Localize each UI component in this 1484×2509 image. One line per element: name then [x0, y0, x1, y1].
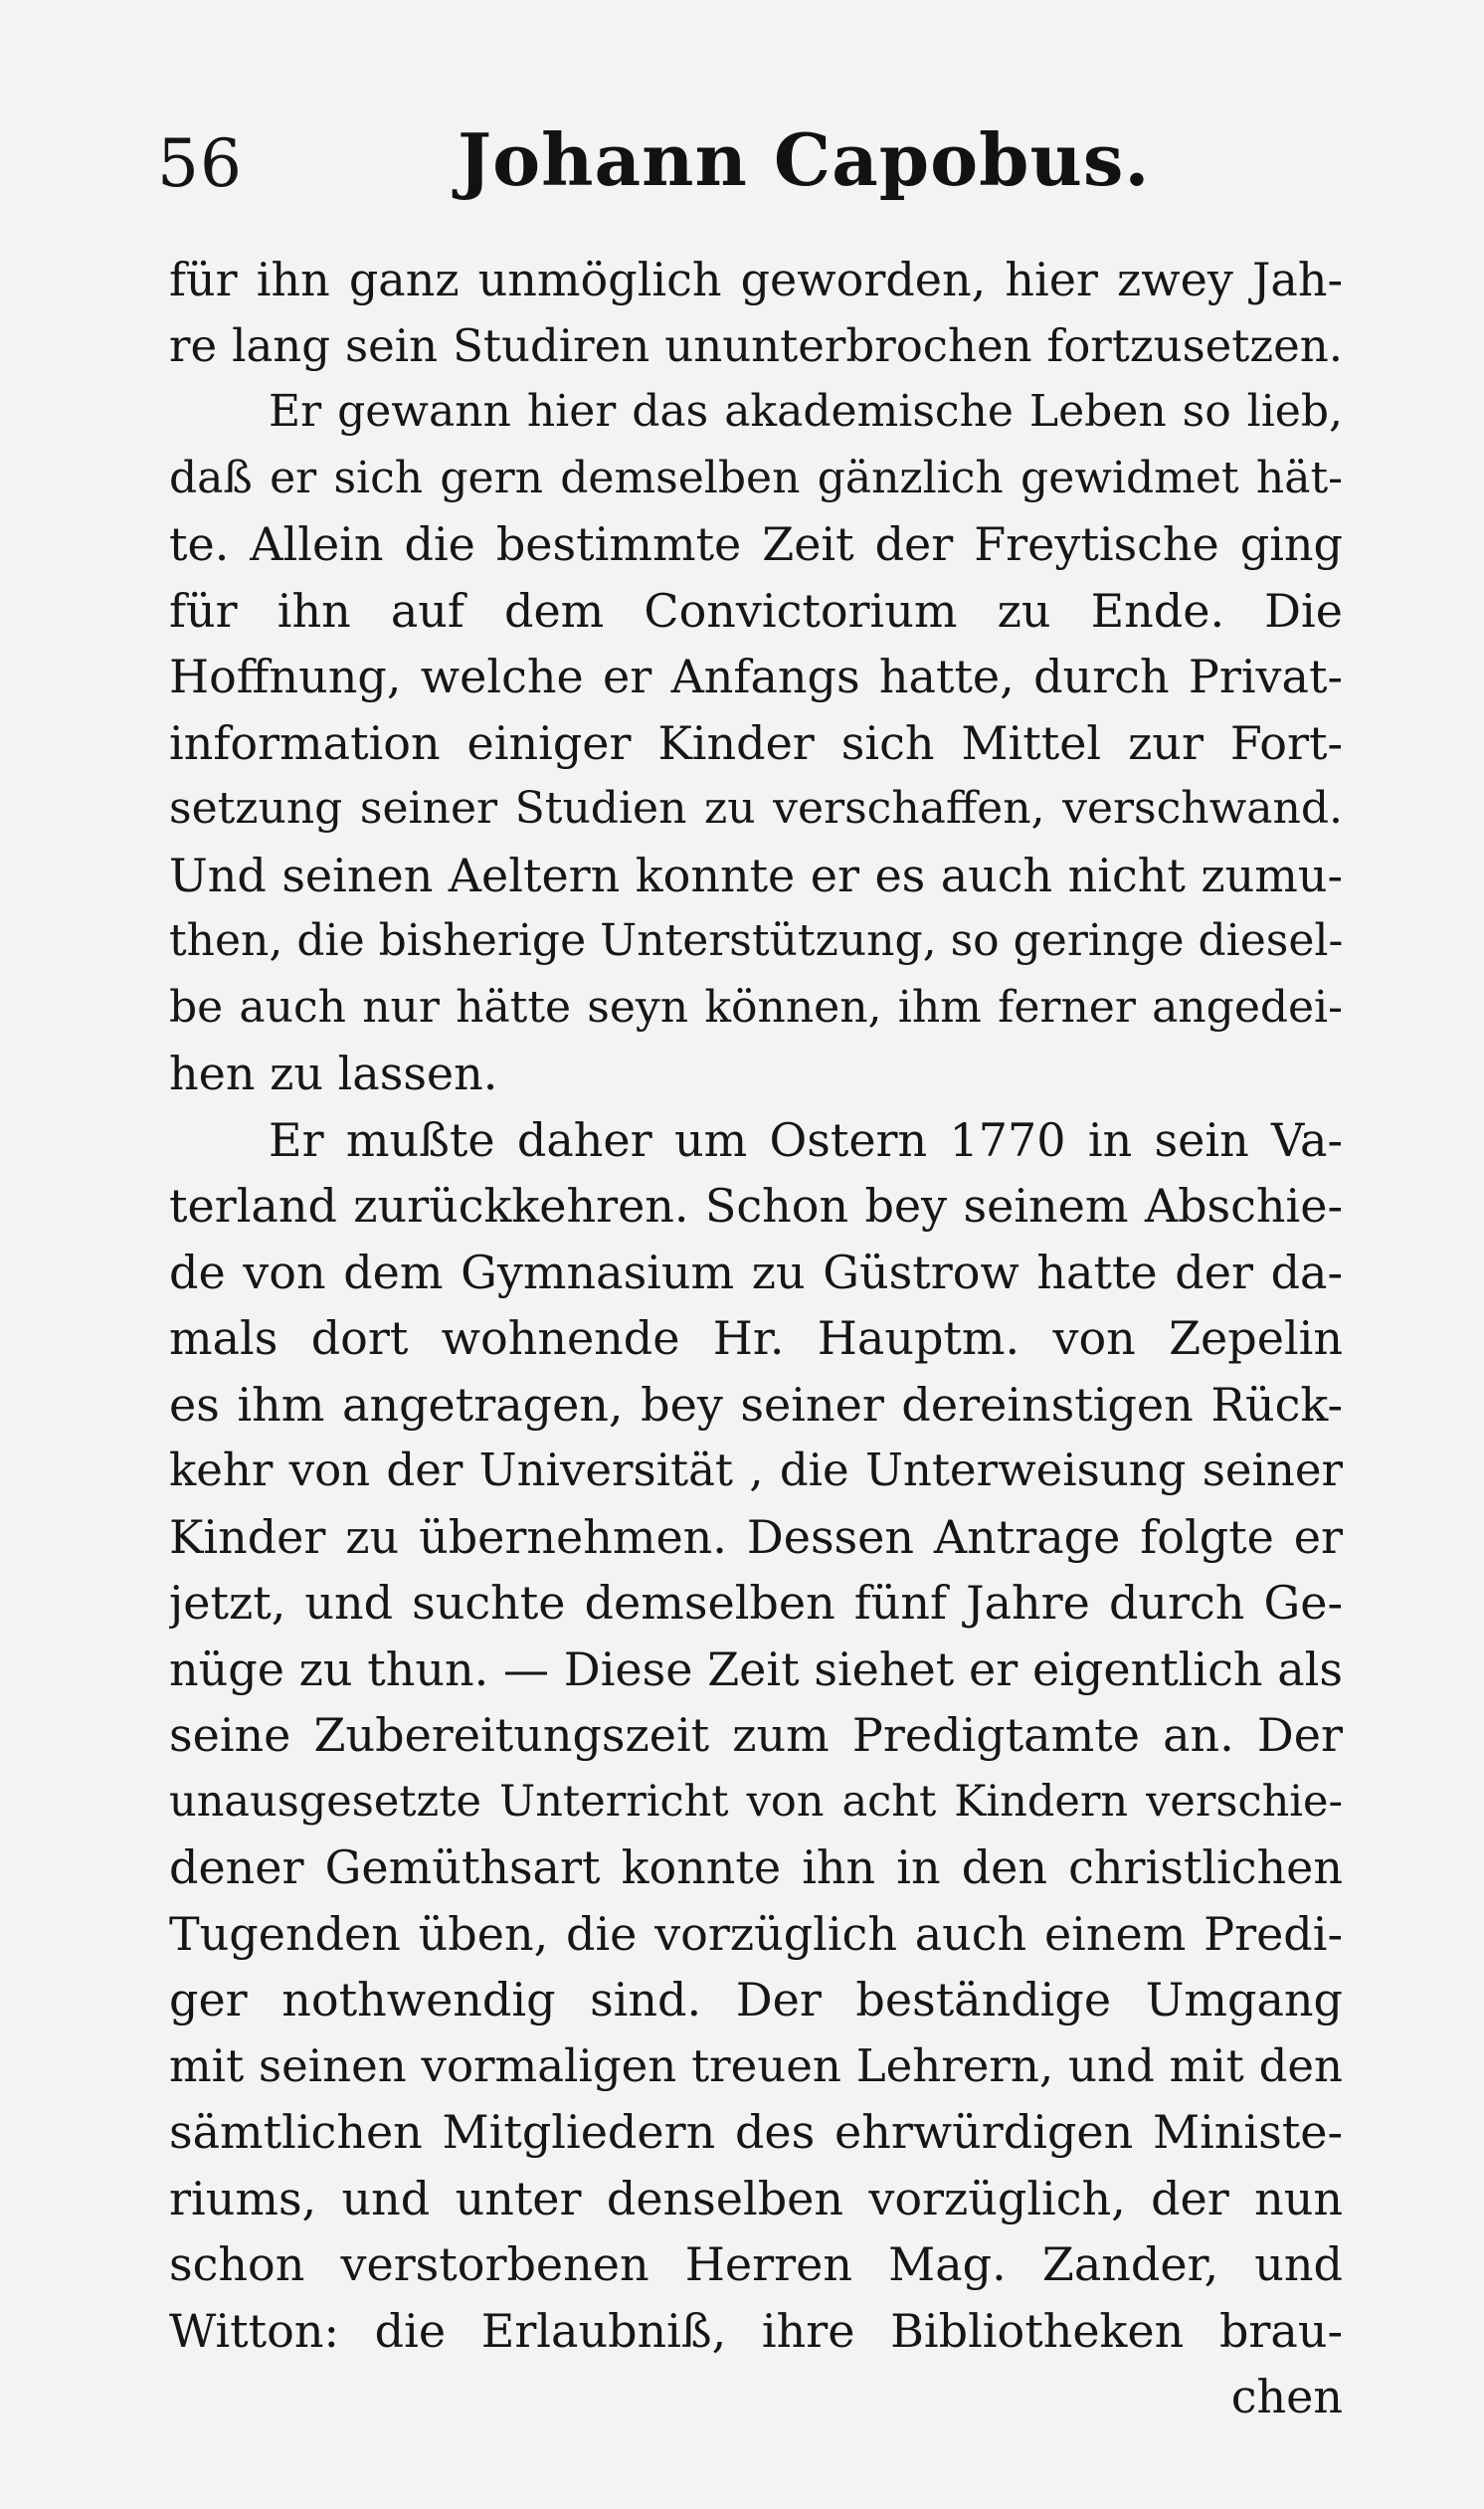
text-line: setzung seiner Studien zu verschaffen, verschwand. — [169, 783, 1343, 834]
text-line: für ihn auf dem Convictorium zu Ende. Die — [169, 583, 1343, 638]
text-line: kehr von der Universität , die Unterweisung seiner — [169, 1444, 1343, 1496]
running-title: Johann Capobus. — [458, 117, 1151, 202]
text-line: be auch nur hätte seyn können, ihm ferner angedei- — [169, 981, 1343, 1033]
text-line: de von dem Gymnasium zu Güstrow hatte der da- — [169, 1245, 1343, 1299]
text-line: then, die bisherige Unterstützung, so geringe diesel- — [169, 915, 1343, 966]
text-line: ger nothwendig sind. Der beständige Umgang — [169, 1973, 1343, 2026]
text-line: Kinder zu übernehmen. Dessen Antrage folgte er — [169, 1509, 1343, 1564]
text-line: Er gewann hier das akademische Leben so lieb, — [269, 386, 1343, 437]
text-line: Tugenden üben, die vorzüglich auch einem Predi- — [169, 1906, 1343, 1961]
text-line: seine Zubereitungszeit zum Predigtamte an. Der — [169, 1708, 1343, 1762]
text-line: terland zurückkehren. Schon bey seinem Abschie- — [169, 1179, 1343, 1233]
catchword: chen — [1230, 2370, 1343, 2423]
text-line: schon verstorbenen Herren Mag. Zander, und — [169, 2237, 1343, 2291]
body-text — [169, 247, 1343, 2430]
text-line: mals dort wohnende Hr. Hauptm. von Zepelin — [169, 1311, 1343, 1365]
page-number: 56 — [157, 125, 243, 202]
page-header — [149, 117, 1343, 227]
text-line: es ihm angetragen, bey seiner dereinstigen Rück- — [169, 1377, 1343, 1432]
text-line: Witton: die Erlaubniß, ihre Bibliotheken brau- — [169, 2303, 1343, 2358]
text-line: hen zu lassen. — [169, 1047, 498, 1100]
text-line: unausgesetzte Unterricht von acht Kindern verschie- — [169, 1776, 1343, 1827]
text-line: te. Allein die bestimmte Zeit der Freytische ging — [169, 517, 1343, 571]
text-line: riums, und unter denselben vorzüglich, der nun — [169, 2171, 1343, 2225]
text-line: re lang sein Studiren ununterbrochen fortzusetzen. — [169, 318, 1343, 372]
text-line: Und seinen Aeltern konnte er es auch nicht zumu- — [169, 848, 1343, 902]
text-line: information einiger Kinder sich Mittel zur Fort- — [169, 715, 1343, 770]
text-line: Er mußte daher um Ostern 1770 in sein Va- — [269, 1112, 1343, 1167]
text-line: daß er sich gern demselben gänzlich gewidmet hät- — [169, 452, 1343, 503]
text-line: nüge zu thun. — Diese Zeit siehet er eigentlich als — [169, 1641, 1343, 1696]
text-line: dener Gemüthsart konnte ihn in den christlichen — [169, 1840, 1343, 1894]
text-line: für ihn ganz unmöglich geworden, hier zwey Jah- — [169, 253, 1343, 306]
text-line: jetzt, und suchte demselben fünf Jahre durch Ge- — [169, 1576, 1343, 1630]
text-line: Hoffnung, welche er Anfangs hatte, durch Privat- — [169, 650, 1343, 703]
text-line: mit seinen vormaligen treuen Lehrern, und mit den — [169, 2038, 1343, 2092]
text-line: sämtlichen Mitgliedern des ehrwürdigen Ministe- — [169, 2105, 1343, 2159]
